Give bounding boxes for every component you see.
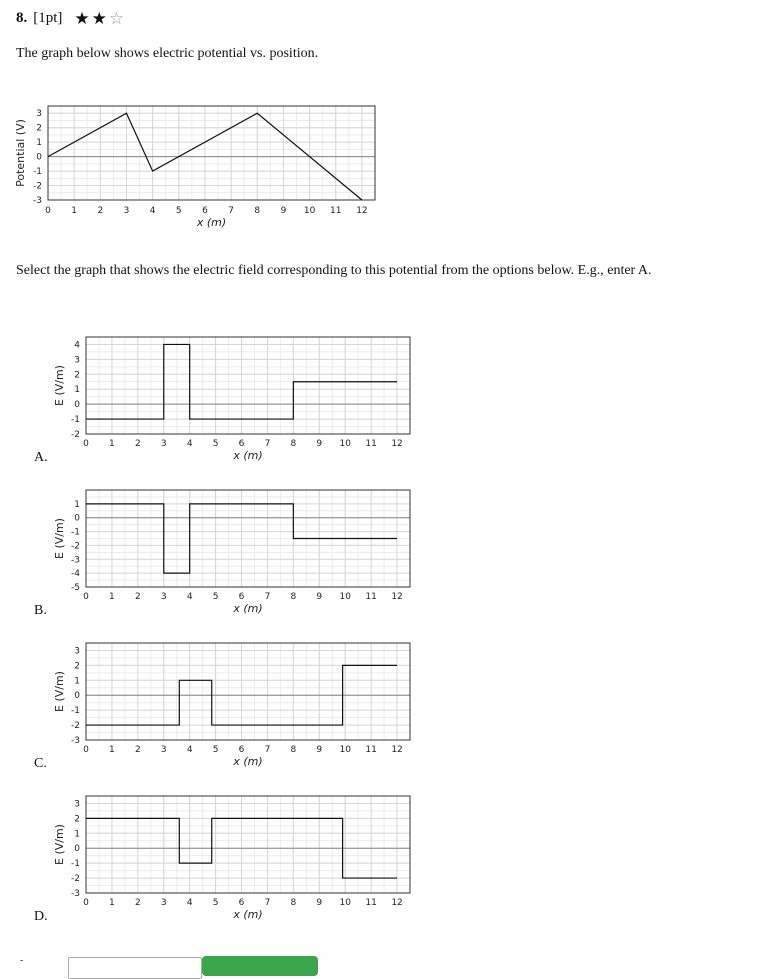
x-tick-label: 4 — [186, 439, 193, 449]
y-tick-label: 2 — [74, 661, 80, 672]
y-tick-label: 3 — [36, 109, 42, 120]
option-a-label: A. — [34, 450, 48, 465]
x-tick-label: 1 — [109, 745, 115, 755]
y-axis-label: E (V/m) — [53, 365, 66, 406]
x-tick-label: 8 — [254, 206, 261, 216]
x-tick-label: 10 — [303, 206, 316, 216]
x-tick-label: 7 — [264, 439, 271, 449]
y-tick-label: 1 — [74, 676, 80, 687]
star-filled-icon: ★ — [74, 9, 90, 28]
x-tick-label: 9 — [316, 439, 323, 449]
x-tick-label: 4 — [186, 592, 193, 602]
x-tick-label: 11 — [330, 206, 342, 216]
x-tick-label: 5 — [212, 745, 219, 755]
x-tick-label: 12 — [391, 898, 403, 908]
y-axis-label: Potential (V) — [14, 119, 27, 187]
x-tick-label: 6 — [238, 439, 245, 449]
x-axis-label: x (m) — [233, 602, 263, 615]
x-tick-label: 11 — [365, 439, 377, 449]
x-tick-label: 6 — [202, 206, 208, 216]
x-tick-label: 3 — [160, 898, 167, 908]
x-tick-label: 10 — [339, 592, 351, 602]
y-tick-label: -1 — [71, 859, 80, 870]
x-tick-label: 3 — [160, 745, 167, 755]
x-tick-label: 12 — [391, 745, 403, 755]
answer-input[interactable] — [68, 957, 202, 979]
x-tick-label: 12 — [391, 439, 403, 449]
question-number: 8. — [16, 10, 28, 26]
option-a-graph — [0, 330, 420, 470]
option-d-label: D. — [34, 909, 48, 924]
x-tick-label: 11 — [365, 745, 377, 755]
x-tick-label: 0 — [83, 592, 89, 602]
y-tick-label: -5 — [71, 583, 80, 593]
submit-button[interactable] — [202, 956, 318, 976]
x-tick-label: 9 — [280, 206, 287, 216]
x-tick-label: 8 — [290, 439, 297, 449]
x-tick-label: 7 — [264, 592, 271, 602]
x-tick-label: 0 — [83, 439, 89, 449]
y-tick-label: 4 — [74, 340, 80, 351]
question-instruction: Select the graph that shows the electric field corresponding to this potential from the options below. E.g., enter A. — [16, 263, 652, 278]
x-tick-label: 2 — [134, 439, 141, 449]
x-tick-label: 10 — [339, 439, 351, 449]
x-tick-label: 9 — [316, 745, 323, 755]
y-tick-label: 0 — [36, 152, 42, 163]
x-tick-label: 7 — [264, 745, 271, 755]
x-tick-label: 10 — [339, 745, 351, 755]
y-tick-label: -2 — [71, 430, 80, 440]
y-tick-label: 2 — [36, 123, 42, 134]
y-tick-label: 0 — [74, 400, 80, 411]
y-tick-label: -2 — [71, 874, 80, 885]
x-tick-label: 9 — [316, 898, 323, 908]
x-tick-label: 5 — [212, 592, 219, 602]
x-tick-label: 10 — [339, 898, 351, 908]
y-tick-label: 2 — [74, 814, 80, 825]
x-tick-label: 0 — [83, 745, 89, 755]
y-tick-label: -1 — [33, 167, 42, 178]
x-tick-label: 9 — [316, 592, 323, 602]
x-tick-label: 8 — [290, 745, 297, 755]
y-tick-label: -2 — [71, 541, 80, 552]
x-tick-label: 0 — [83, 898, 89, 908]
x-tick-label: 6 — [238, 745, 245, 755]
y-tick-label: -2 — [71, 721, 80, 732]
y-tick-label: -1 — [71, 706, 80, 717]
y-tick-label: 0 — [74, 691, 80, 702]
y-tick-label: 0 — [74, 844, 80, 855]
x-axis-label: x (m) — [233, 449, 263, 462]
x-tick-label: 2 — [134, 745, 141, 755]
y-tick-label: -3 — [71, 889, 80, 899]
x-tick-label: 12 — [391, 592, 403, 602]
x-tick-label: 2 — [134, 592, 141, 602]
x-tick-label: 1 — [109, 439, 115, 449]
y-tick-label: -1 — [71, 527, 80, 538]
option-d-graph — [0, 789, 420, 929]
y-tick-label: 3 — [74, 355, 80, 366]
y-tick-label: 1 — [36, 138, 42, 149]
y-tick-label: 1 — [74, 829, 80, 840]
option-c-label: C. — [34, 756, 47, 771]
y-tick-label: -4 — [71, 569, 80, 580]
x-tick-label: 3 — [160, 439, 167, 449]
x-tick-label: 11 — [365, 898, 377, 908]
question-points: [1pt] — [33, 10, 63, 26]
question-prompt: The graph below shows electric potential vs. position. — [16, 46, 319, 61]
x-axis-label: x (m) — [233, 908, 263, 921]
x-tick-label: 6 — [238, 898, 245, 908]
x-tick-label: 1 — [71, 206, 78, 216]
y-tick-label: 3 — [74, 646, 80, 657]
x-tick-label: 8 — [290, 592, 297, 602]
option-c-graph — [0, 636, 420, 776]
star-filled-icon: ★ — [91, 9, 107, 28]
y-tick-label: -3 — [33, 196, 42, 206]
y-tick-label: -2 — [33, 181, 42, 192]
y-tick-label: 2 — [74, 370, 80, 381]
x-tick-label: 3 — [160, 592, 167, 602]
y-axis-label: E (V/m) — [53, 518, 66, 559]
x-axis-label: x (m) — [233, 755, 263, 768]
x-tick-label: 7 — [228, 206, 234, 216]
y-tick-label: -3 — [71, 555, 80, 566]
y-tick-label: 0 — [74, 513, 80, 524]
potential-graph — [0, 0, 400, 240]
x-tick-label: 2 — [134, 898, 141, 908]
x-tick-label: 4 — [149, 206, 156, 216]
option-b-graph — [0, 483, 420, 623]
y-tick-label: 1 — [74, 499, 80, 510]
x-tick-label: 0 — [45, 206, 51, 216]
x-tick-label: 8 — [290, 898, 297, 908]
x-tick-label: 12 — [356, 206, 368, 216]
x-tick-label: 1 — [109, 898, 115, 908]
x-tick-label: 11 — [365, 592, 377, 602]
footer-mark: - — [20, 955, 24, 966]
y-tick-label: -3 — [71, 736, 80, 746]
x-axis-label: x (m) — [196, 216, 227, 229]
x-tick-label: 3 — [123, 206, 130, 216]
x-tick-label: 4 — [186, 898, 193, 908]
x-tick-label: 7 — [264, 898, 271, 908]
x-tick-label: 1 — [109, 592, 115, 602]
y-axis-label: E (V/m) — [53, 824, 66, 865]
x-tick-label: 5 — [212, 898, 219, 908]
y-tick-label: 3 — [74, 799, 80, 810]
y-axis-label: E (V/m) — [53, 671, 66, 712]
x-tick-label: 5 — [175, 206, 182, 216]
x-tick-label: 6 — [238, 592, 245, 602]
y-tick-label: -1 — [71, 415, 80, 426]
x-tick-label: 5 — [212, 439, 219, 449]
y-tick-label: 1 — [74, 385, 80, 396]
star-empty-icon: ☆ — [108, 9, 125, 28]
x-tick-label: 4 — [186, 745, 193, 755]
x-tick-label: 2 — [97, 206, 104, 216]
option-b-label: B. — [34, 603, 47, 618]
